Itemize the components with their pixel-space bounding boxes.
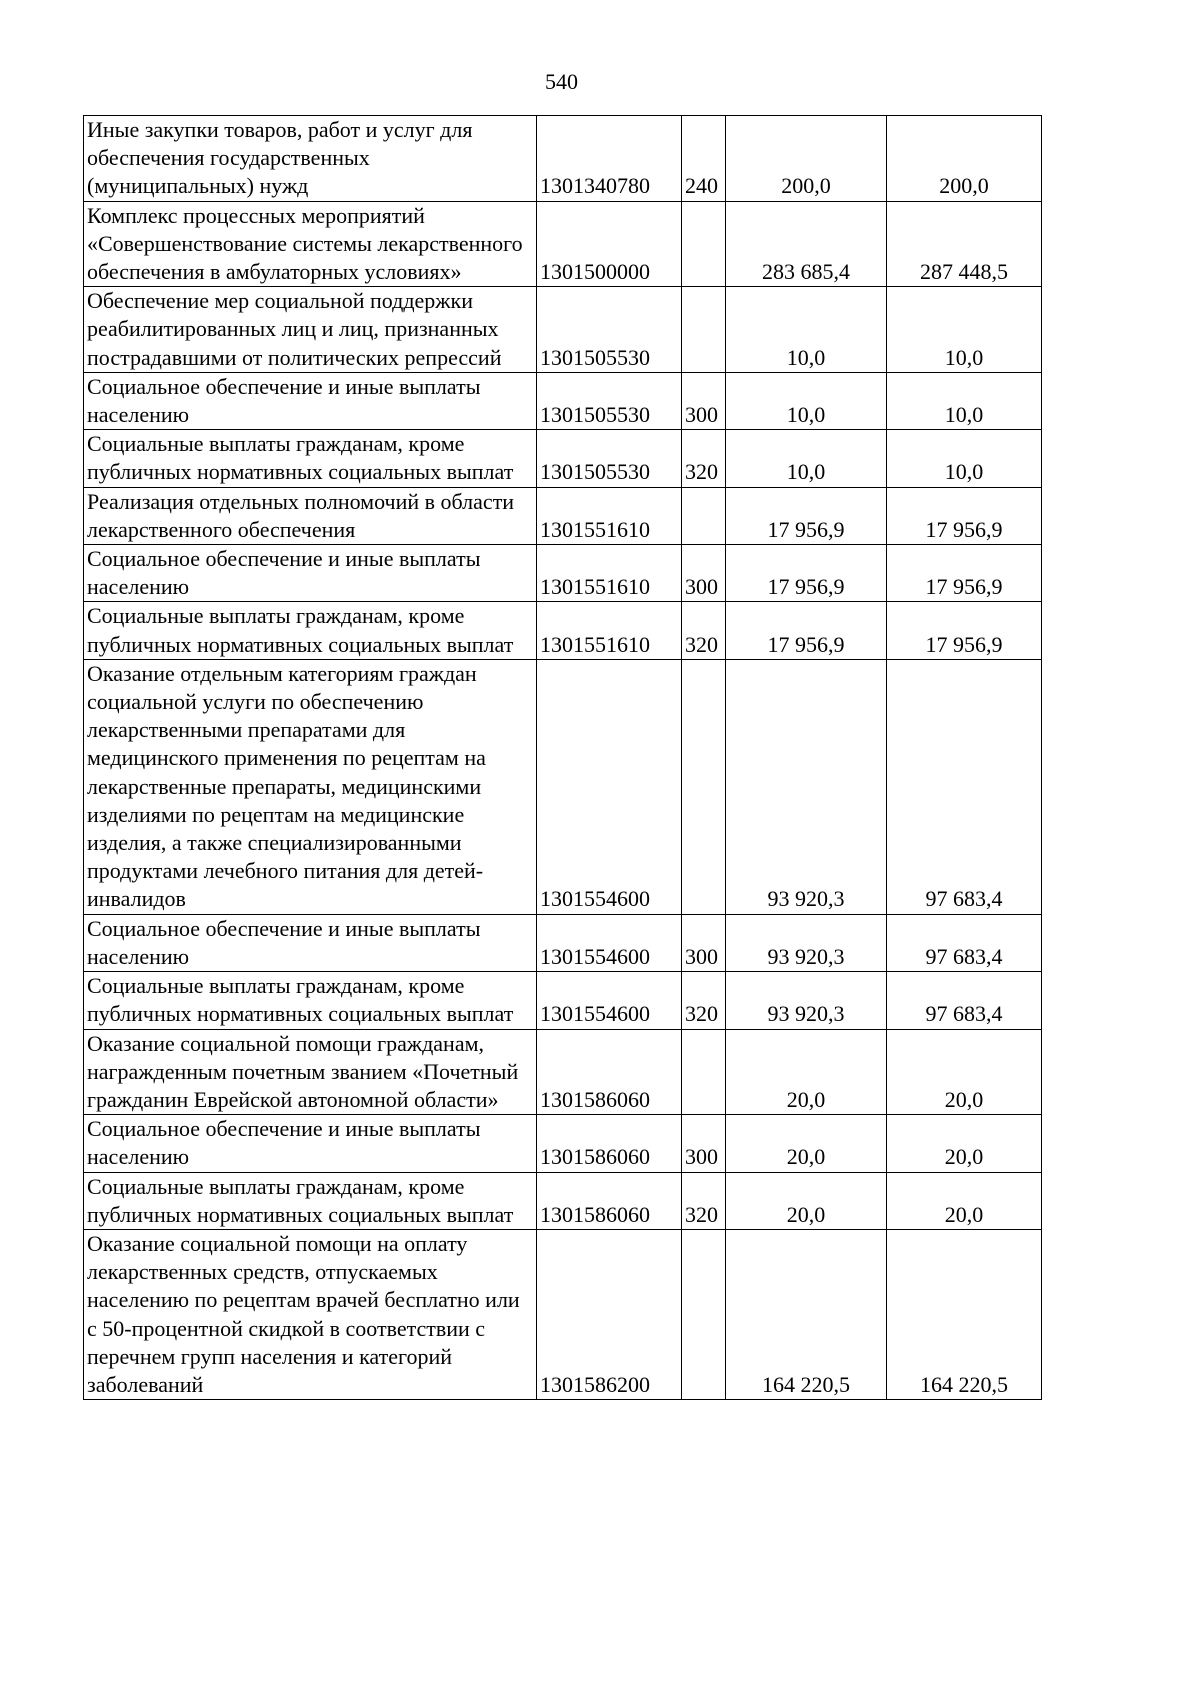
row-target-article: 1301554600 (537, 972, 682, 1029)
table-row (84, 602, 1042, 659)
row-amount-year-1: 10,0 (726, 372, 887, 429)
row-expense-type (682, 201, 726, 287)
row-amount-year-1: 10,0 (726, 430, 887, 487)
table-row (84, 201, 1042, 287)
row-amount-year-1: 93 920,3 (726, 659, 887, 914)
row-expense-type (682, 1029, 726, 1115)
row-amount-year-1: 20,0 (726, 1115, 887, 1172)
table-row (84, 1172, 1042, 1229)
row-amount-year-2: 97 683,4 (887, 972, 1042, 1029)
row-amount-year-1: 164 220,5 (726, 1229, 887, 1399)
row-name: Иные закупки товаров, работ и услуг для обеспечения государственных (муниципальных) нужд (84, 116, 537, 202)
row-name: Социальное обеспечение и иные выплаты населению (84, 1115, 537, 1172)
row-name: Социальное обеспечение и иные выплаты населению (84, 545, 537, 602)
table-row (84, 972, 1042, 1029)
row-target-article: 1301500000 (537, 201, 682, 287)
row-amount-year-2: 10,0 (887, 372, 1042, 429)
budget-table (83, 115, 1042, 1400)
row-amount-year-2: 164 220,5 (887, 1229, 1042, 1399)
row-name: Социальное обеспечение и иные выплаты населению (84, 372, 537, 429)
row-expense-type: 300 (682, 914, 726, 971)
row-amount-year-2: 200,0 (887, 116, 1042, 202)
row-expense-type: 300 (682, 1115, 726, 1172)
row-expense-type: 320 (682, 430, 726, 487)
row-amount-year-1: 93 920,3 (726, 972, 887, 1029)
row-target-article: 1301505530 (537, 287, 682, 373)
row-expense-type: 320 (682, 972, 726, 1029)
table-row (84, 487, 1042, 544)
row-name: Обеспечение мер социальной поддержки реабилитированных лиц и лиц, признанных пострадавшими от политических репрессий (84, 287, 537, 373)
row-amount-year-2: 20,0 (887, 1115, 1042, 1172)
row-amount-year-2: 20,0 (887, 1029, 1042, 1115)
table-row (84, 430, 1042, 487)
row-name: Реализация отдельных полномочий в области лекарственного обеспечения (84, 487, 537, 544)
table-row (84, 1115, 1042, 1172)
row-target-article: 1301586060 (537, 1115, 682, 1172)
row-amount-year-1: 93 920,3 (726, 914, 887, 971)
row-target-article: 1301551610 (537, 602, 682, 659)
row-amount-year-1: 20,0 (726, 1029, 887, 1115)
table-row (84, 287, 1042, 373)
table-row (84, 659, 1042, 914)
row-target-article: 1301505530 (537, 372, 682, 429)
row-amount-year-1: 10,0 (726, 287, 887, 373)
row-target-article: 1301554600 (537, 914, 682, 971)
page-number: 540 (545, 69, 578, 94)
row-name: Комплекс процессных мероприятий «Совершенствование системы лекарственного обеспечения в амбулаторных условиях» (84, 201, 537, 287)
row-amount-year-2: 20,0 (887, 1172, 1042, 1229)
row-amount-year-2: 17 956,9 (887, 545, 1042, 602)
row-target-article: 1301586200 (537, 1229, 682, 1399)
row-target-article: 1301586060 (537, 1029, 682, 1115)
table-row (84, 1029, 1042, 1115)
row-amount-year-2: 17 956,9 (887, 602, 1042, 659)
row-expense-type (682, 1229, 726, 1399)
row-name: Оказание социальной помощи на оплату лекарственных средств, отпускаемых населению по рецептам врачей бесплатно или с 50-процентной скидкой в соответствии с перечнем групп населения и категорий заболеваний (84, 1229, 537, 1399)
row-name: Социальные выплаты гражданам, кроме публичных нормативных социальных выплат (84, 602, 537, 659)
row-expense-type: 240 (682, 116, 726, 202)
row-name: Социальные выплаты гражданам, кроме публичных нормативных социальных выплат (84, 430, 537, 487)
row-target-article: 1301554600 (537, 659, 682, 914)
row-name: Оказание социальной помощи гражданам, награжденным почетным званием «Почетный гражданин Еврейской автономной области» (84, 1029, 537, 1115)
row-target-article: 1301551610 (537, 545, 682, 602)
row-expense-type: 300 (682, 372, 726, 429)
row-name: Социальные выплаты гражданам, кроме публичных нормативных социальных выплат (84, 1172, 537, 1229)
row-name: Социальные выплаты гражданам, кроме публичных нормативных социальных выплат (84, 972, 537, 1029)
row-target-article: 1301586060 (537, 1172, 682, 1229)
row-amount-year-1: 17 956,9 (726, 602, 887, 659)
table-row (84, 914, 1042, 971)
row-amount-year-2: 10,0 (887, 430, 1042, 487)
row-amount-year-1: 283 685,4 (726, 201, 887, 287)
row-amount-year-1: 20,0 (726, 1172, 887, 1229)
table-row (84, 372, 1042, 429)
row-target-article: 1301551610 (537, 487, 682, 544)
table-row (84, 545, 1042, 602)
table-row (84, 116, 1042, 202)
row-expense-type: 300 (682, 545, 726, 602)
table-row (84, 1229, 1042, 1399)
row-amount-year-2: 97 683,4 (887, 659, 1042, 914)
row-amount-year-2: 10,0 (887, 287, 1042, 373)
row-expense-type (682, 659, 726, 914)
row-amount-year-2: 287 448,5 (887, 201, 1042, 287)
row-amount-year-1: 17 956,9 (726, 487, 887, 544)
row-expense-type (682, 287, 726, 373)
row-expense-type: 320 (682, 1172, 726, 1229)
row-name: Оказание отдельным категориям граждан социальной услуги по обеспечению лекарственными препаратами для медицинского применения по рецептам на лекарственные препараты, медицинскими изделиями по рецептам на медицинские изделия, а также специализированными продуктами лечебного питания для детей-инвалидов (84, 659, 537, 914)
row-expense-type (682, 487, 726, 544)
row-target-article: 1301505530 (537, 430, 682, 487)
row-expense-type: 320 (682, 602, 726, 659)
row-amount-year-2: 17 956,9 (887, 487, 1042, 544)
row-amount-year-1: 17 956,9 (726, 545, 887, 602)
row-name: Социальное обеспечение и иные выплаты населению (84, 914, 537, 971)
row-target-article: 1301340780 (537, 116, 682, 202)
row-amount-year-1: 200,0 (726, 116, 887, 202)
row-amount-year-2: 97 683,4 (887, 914, 1042, 971)
